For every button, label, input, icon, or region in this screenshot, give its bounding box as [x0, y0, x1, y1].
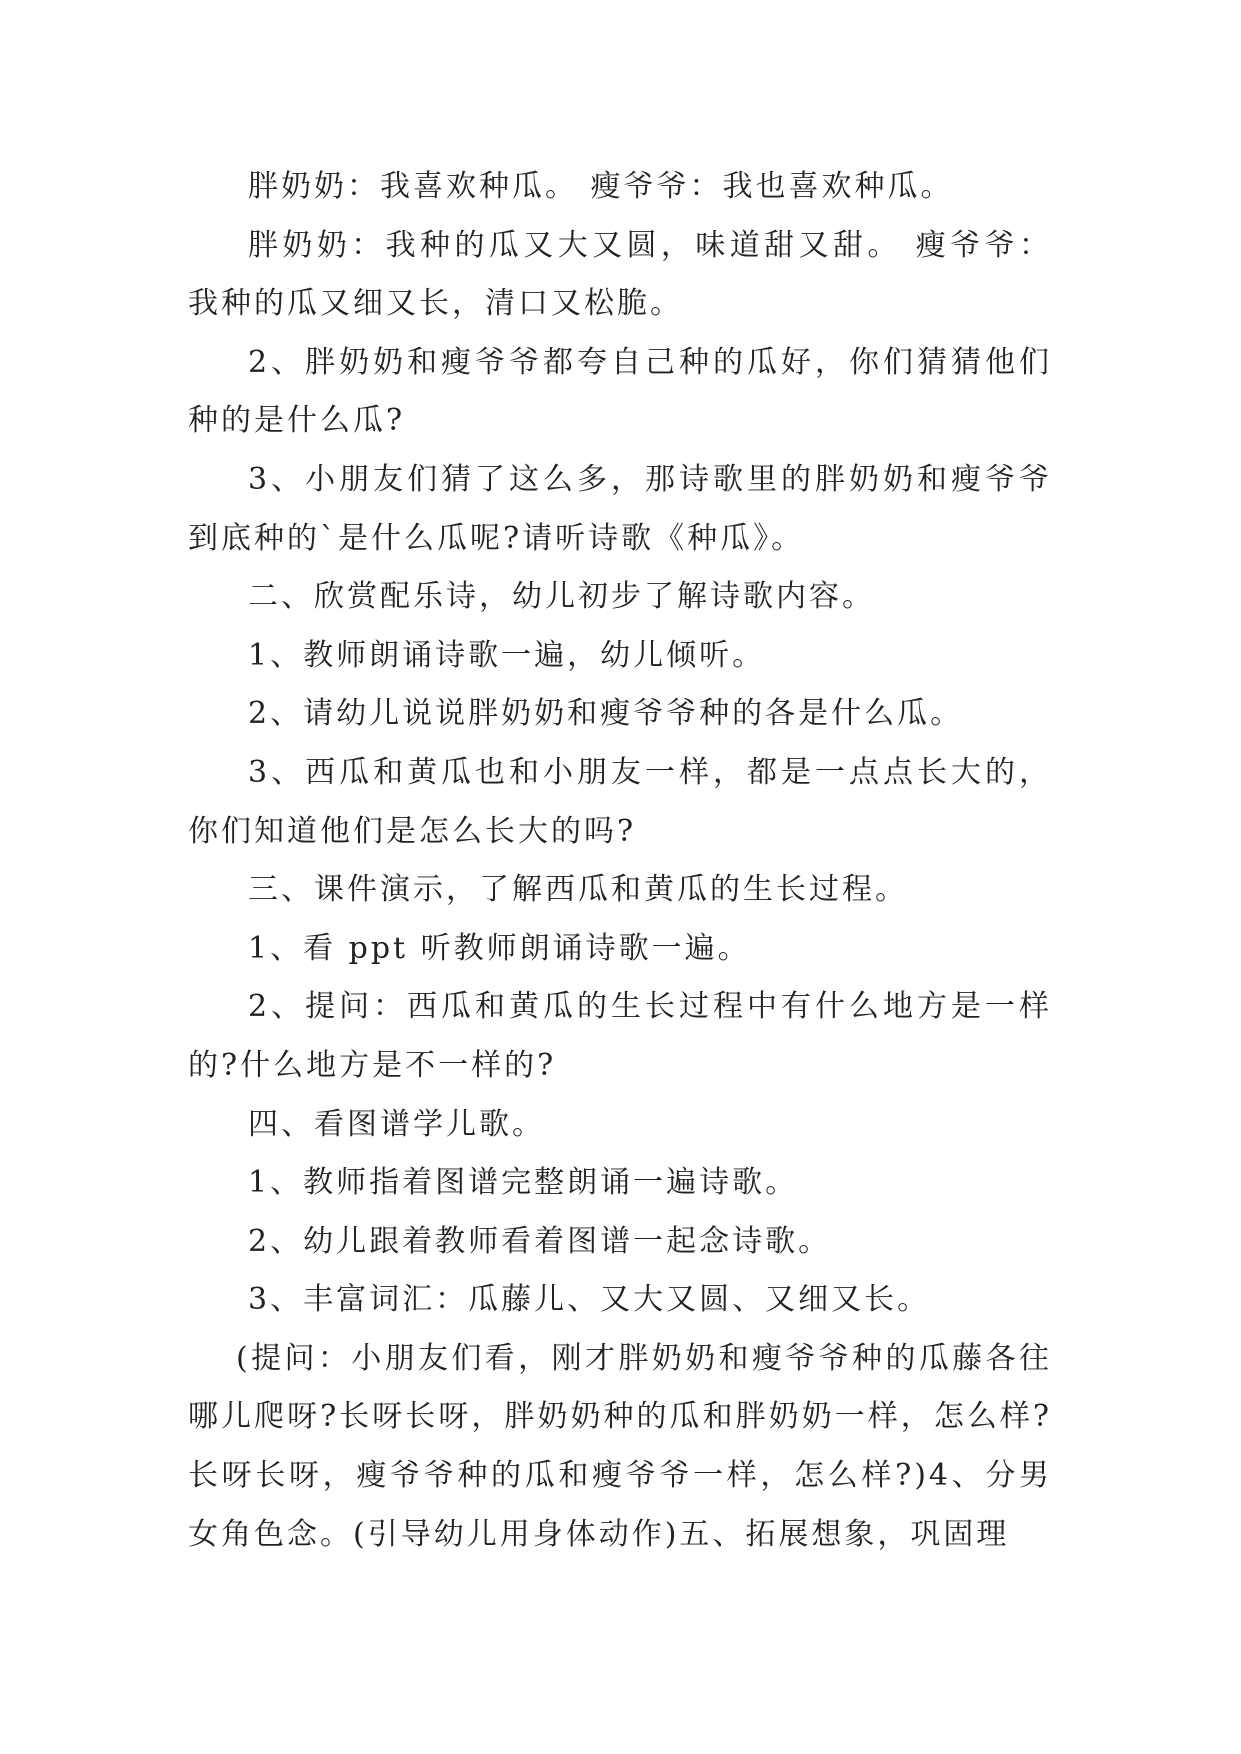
paragraph: 1、教师指着图谱完整朗诵一遍诗歌。	[248, 1165, 799, 1201]
paragraph: 胖奶奶：我喜欢种瓜。 瘦爷爷：我也喜欢种瓜。	[248, 169, 954, 204]
section-heading: 二、欣赏配乐诗，幼儿初步了解诗歌内容。	[248, 579, 875, 615]
paragraph: 1、教师朗诵诗歌一遍，幼儿倾听。	[248, 637, 766, 673]
section-heading: 四、看图谱学儿歌。	[248, 1106, 545, 1142]
paragraph: 3、西瓜和黄瓜也和小朋友一样，都是一点点长大的，你们知道他们是怎么长大的吗?	[188, 754, 1052, 849]
paragraph: 3、小朋友们猜了这么多，那诗歌里的胖奶奶和瘦爷爷到底种的`是什么瓜呢?请听诗歌《种瓜》。	[188, 461, 1052, 556]
paragraph: 2、提问：西瓜和黄瓜的生长过程中有什么地方是一样的?什么地方是不一样的?	[188, 989, 1052, 1083]
paragraph: 2、胖奶奶和瘦爷爷都夸自己种的瓜好，你们猜猜他们种的是什么瓜?	[188, 344, 1052, 439]
paragraph: (提问：小朋友们看，刚才胖奶奶和瘦爷爷种的瓜藤各往哪儿爬呀?长呀长呀，胖奶奶种的瓜和胖奶奶一样，怎么样?长呀长呀，瘦爷爷种的瓜和瘦爷爷一样，怎么样?)4、分男女角色念。(引导幼儿用身体动作)五、拓展想象，巩固理	[188, 1340, 1052, 1552]
paragraph: 1、看 ppt 听教师朗诵诗歌一遍。	[248, 930, 751, 966]
paragraph: 3、丰富词汇：瓜藤儿、又大又圆、又细又长。	[248, 1282, 931, 1318]
document-body	[188, 158, 1052, 1564]
paragraph: 2、幼儿跟着教师看着图谱一起念诗歌。	[248, 1223, 832, 1259]
paragraph: 胖奶奶：我种的瓜又大又圆，味道甜又甜。 瘦爷爷：我种的瓜又细又长，清口又松脆。	[188, 227, 1052, 322]
section-heading: 三、课件演示，了解西瓜和黄瓜的生长过程。	[248, 872, 908, 908]
paragraph: 2、请幼儿说说胖奶奶和瘦爷爷种的各是什么瓜。	[248, 696, 964, 732]
